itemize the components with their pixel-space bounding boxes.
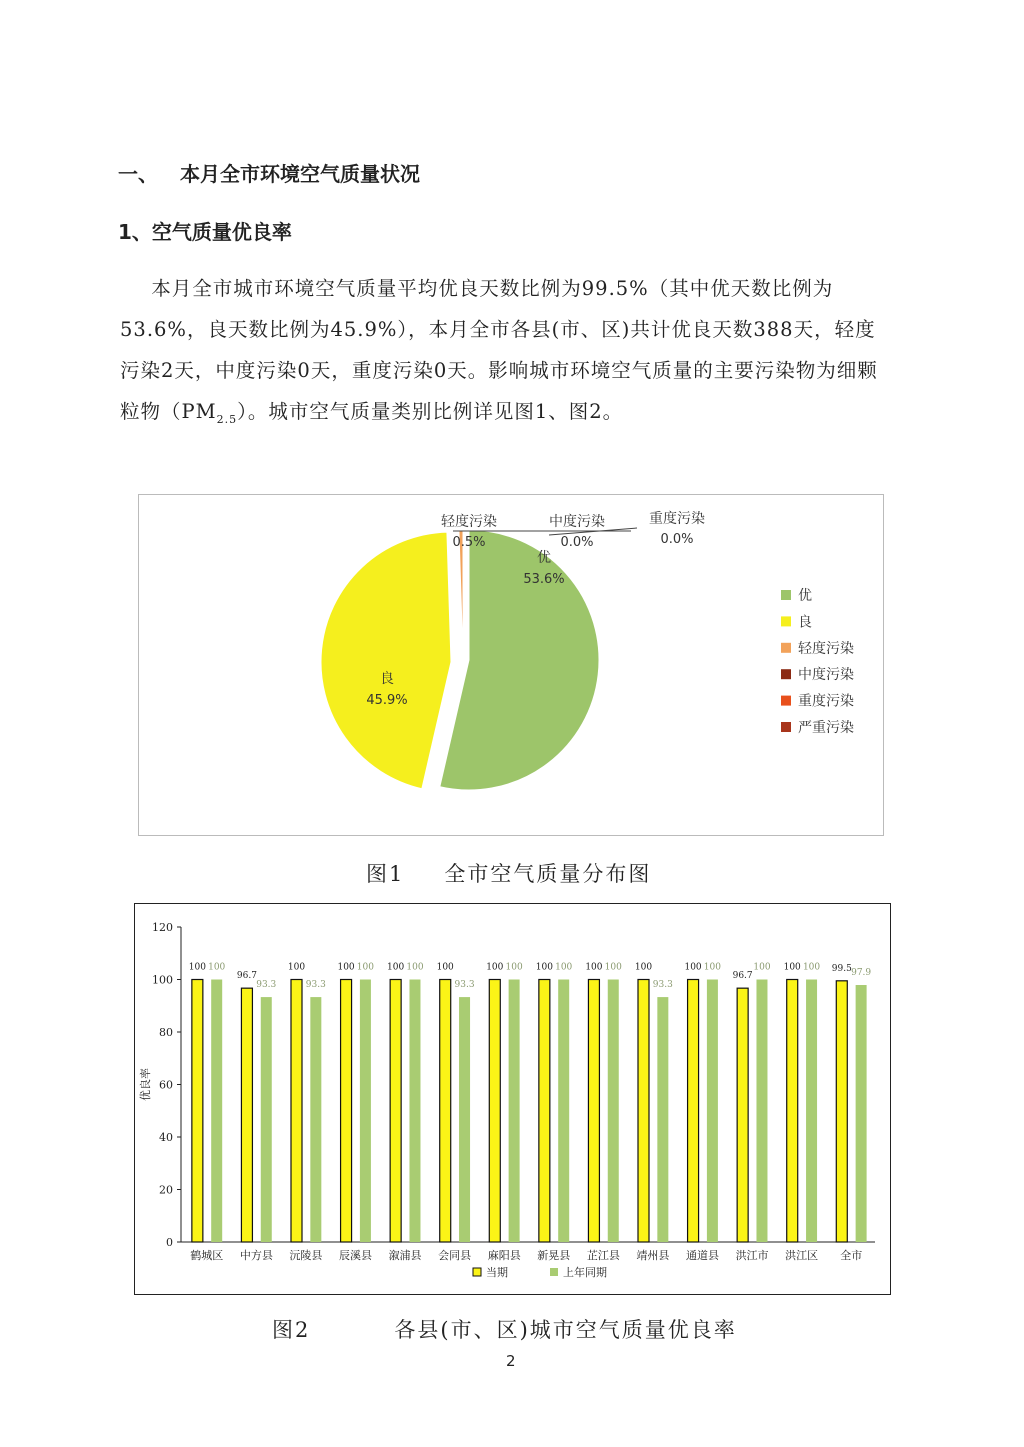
bar-lastyear-13 (856, 985, 867, 1242)
pie-chart-svg (139, 495, 883, 835)
bar-category-label-1: 中方县 (239, 1249, 273, 1262)
bar-current-value-5: 100 (436, 962, 454, 973)
pie-label-moderate-value: 0.0% (560, 535, 594, 550)
bar-category-label-13: 全市 (840, 1249, 863, 1262)
bar-current-value-11: 96.7 (732, 971, 753, 982)
bar-current-9 (638, 980, 649, 1243)
paragraph-text-1: 本月全市城市环境空气质量平均优良天数比例为99.5%（其中优天数比例为53.6%，良天数比例为45.9%），本月全市各县(市、区)共计优良天数388天，轻度污染2天，中度污染0天，重度污染0天。影响城市环境空气质量的主要污染物为细颗粒物（PM (120, 277, 878, 423)
bar-current-0 (192, 980, 203, 1243)
bar-y-tick-label-0: 0 (166, 1236, 173, 1249)
bar-category-label-4: 溆浦县 (388, 1249, 422, 1262)
bar-lastyear-11 (756, 980, 767, 1243)
bar-lastyear-value-7: 100 (555, 962, 573, 973)
bar-lastyear-value-8: 100 (604, 962, 622, 973)
figure2-number: 图2 (272, 1318, 311, 1342)
pie-legend-swatch-4 (781, 696, 791, 706)
pie-legend-swatch-0 (781, 590, 791, 600)
pie-label-heavy-value: 0.0% (660, 532, 694, 547)
bar-current-value-8: 100 (585, 962, 603, 973)
bar-category-label-8: 芷江县 (586, 1249, 620, 1262)
pie-legend-label-5: 严重污染 (798, 720, 854, 736)
bar-lastyear-value-10: 100 (703, 962, 721, 973)
bar-current-value-1: 96.7 (236, 971, 257, 982)
subsection-heading: 1、空气质量优良率 (118, 220, 292, 244)
bar-lastyear-4 (409, 980, 420, 1243)
pie-legend-label-0: 优 (798, 588, 812, 604)
bar-current-value-2: 100 (287, 962, 306, 973)
bar-lastyear-10 (707, 980, 718, 1243)
bar-lastyear-7 (558, 980, 569, 1243)
pie-label-heavy-name: 重度污染 (649, 511, 705, 527)
section-heading (118, 158, 420, 187)
figure1-title: 全市空气质量分布图 (444, 862, 652, 886)
bar-category-label-7: 新晃县 (537, 1249, 571, 1262)
pie-slice-1 (321, 532, 451, 789)
bar-category-label-2: 沅陵县 (289, 1249, 323, 1262)
bar-category-label-11: 洪江市 (735, 1249, 769, 1262)
bar-lastyear-value-1: 93.3 (256, 980, 277, 991)
bar-category-label-0: 鹤城区 (190, 1249, 224, 1262)
bar-lastyear-value-13: 97.9 (851, 968, 872, 979)
pie-label-you-value: 53.6% (523, 572, 565, 587)
bar-current-13 (836, 981, 847, 1242)
bar-lastyear-0 (211, 980, 222, 1243)
section-number: 一、 (118, 162, 158, 186)
bar-current-10 (688, 980, 699, 1243)
pie-legend-swatch-2 (781, 643, 791, 653)
pie-legend-swatch-3 (781, 669, 791, 679)
bar-lastyear-value-2: 93.3 (305, 980, 326, 991)
bar-current-12 (787, 980, 798, 1243)
bar-lastyear-value-11: 100 (753, 962, 771, 973)
bar-current-5 (440, 980, 451, 1243)
bar-lastyear-2 (310, 997, 321, 1242)
figure1-caption (366, 858, 651, 888)
bar-lastyear-5 (459, 997, 470, 1242)
bar-current-value-3: 100 (337, 962, 355, 973)
figure1-pie-chart (138, 494, 884, 836)
pie-legend-swatch-5 (781, 722, 791, 732)
bar-current-value-13: 99.5 (831, 963, 852, 974)
bar-lastyear-6 (509, 980, 520, 1243)
pm-subscript: 2.5 (216, 412, 238, 426)
bar-y-tick-label-4: 80 (159, 1026, 173, 1039)
bar-current-3 (341, 980, 352, 1243)
bar-current-value-10: 100 (684, 962, 702, 973)
bar-lastyear-1 (261, 997, 272, 1242)
bar-category-label-3: 辰溪县 (338, 1249, 372, 1262)
bar-current-11 (737, 988, 748, 1242)
bar-current-value-7: 100 (535, 962, 553, 973)
bar-current-value-4: 100 (387, 962, 405, 973)
page-number: 2 (506, 1352, 516, 1370)
bar-legend-swatch-current (473, 1268, 481, 1276)
bar-lastyear-value-6: 100 (505, 962, 523, 973)
bar-current-8 (588, 980, 599, 1243)
bar-y-tick-label-5: 100 (152, 973, 173, 987)
bar-lastyear-12 (806, 980, 817, 1243)
pie-legend-label-4: 重度污染 (798, 693, 854, 710)
bar-lastyear-8 (608, 980, 619, 1243)
bar-current-value-0: 100 (188, 962, 206, 973)
bar-lastyear-value-0: 100 (208, 962, 226, 973)
figure2-title: 各县(市、区)城市空气质量优良率 (394, 1318, 737, 1342)
pie-legend-label-3: 中度污染 (798, 667, 854, 684)
bar-current-value-9: 100 (634, 962, 653, 973)
bar-current-value-6: 100 (486, 962, 504, 973)
bar-legend-label-lastyear: 上年同期 (563, 1266, 607, 1279)
bar-lastyear-value-9: 93.3 (652, 980, 673, 991)
bar-lastyear-value-5: 93.3 (454, 980, 475, 991)
bar-lastyear-value-4: 100 (406, 962, 424, 973)
pie-label-you-name: 优 (537, 550, 551, 566)
bar-y-tick-label-6: 120 (152, 921, 173, 934)
bar-y-tick-label-1: 20 (159, 1183, 173, 1197)
bar-lastyear-3 (360, 980, 371, 1243)
bar-y-tick-label-2: 40 (159, 1131, 173, 1144)
pie-legend-swatch-1 (781, 616, 791, 626)
section-title: 本月全市环境空气质量状况 (180, 162, 420, 186)
bar-lastyear-9 (657, 997, 668, 1242)
bar-current-2 (291, 980, 302, 1243)
bar-category-label-12: 洪江区 (785, 1249, 819, 1262)
figure2-bar-chart (134, 903, 891, 1295)
bar-legend-label-current: 当期 (486, 1266, 508, 1279)
bar-y-axis-label: 优良率 (139, 1068, 152, 1101)
bar-y-tick-label-3: 60 (159, 1078, 173, 1092)
bar-current-7 (539, 980, 550, 1243)
bar-lastyear-value-12: 100 (802, 962, 821, 973)
pie-label-liang-value: 45.9% (366, 693, 408, 708)
bar-current-6 (489, 980, 500, 1243)
bar-chart-svg (135, 904, 890, 1294)
figure1-number: 图1 (366, 862, 405, 886)
bar-current-value-12: 100 (783, 962, 801, 973)
bar-category-label-10: 通道县 (685, 1249, 719, 1262)
pie-label-liang-name: 良 (380, 671, 394, 687)
bar-lastyear-value-3: 100 (356, 962, 374, 973)
bar-current-4 (390, 980, 401, 1243)
bar-legend-swatch-lastyear (550, 1268, 558, 1276)
bar-current-1 (241, 988, 252, 1242)
bar-category-label-9: 靖州县 (636, 1249, 670, 1262)
pie-slice-0 (440, 530, 599, 790)
pie-legend-label-2: 轻度污染 (798, 640, 854, 657)
pie-label-moderate-name: 中度污染 (549, 514, 605, 530)
bar-category-label-5: 会同县 (438, 1249, 472, 1262)
figure2-caption (272, 1314, 737, 1344)
pie-legend-label-1: 良 (798, 614, 812, 631)
pie-label-light-value: 0.5% (452, 535, 486, 550)
bar-category-label-6: 麻阳县 (487, 1249, 521, 1262)
pie-label-light-name: 轻度污染 (441, 514, 497, 530)
paragraph-text-2: ）。城市空气质量类别比例详见图1、图2。 (237, 400, 624, 423)
body-paragraph (120, 268, 890, 440)
